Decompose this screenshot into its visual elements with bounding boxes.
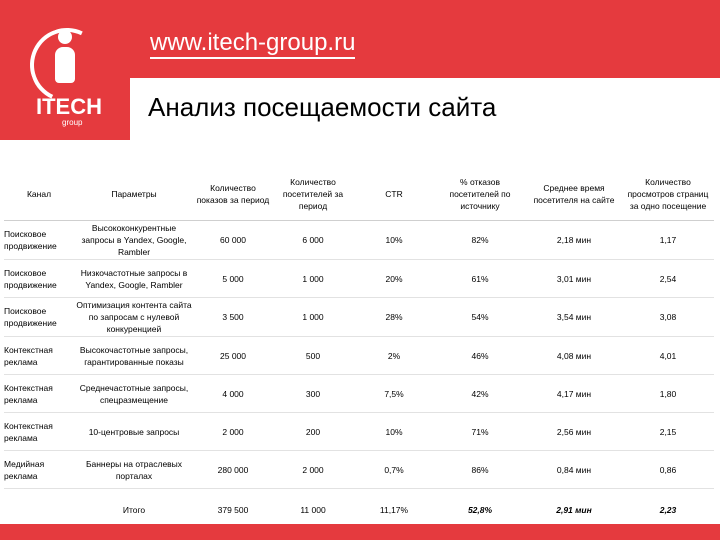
table-row	[4, 337, 714, 375]
table-cell: 300	[272, 375, 354, 413]
table-cell: 200	[272, 413, 354, 451]
table-cell: 1,17	[622, 221, 714, 260]
table-cell: 3,01 мин	[526, 260, 622, 298]
table-cell: Высококонкурентные запросы в Yandex, Google, Rambler	[74, 221, 194, 260]
table-cell: 0,84 мин	[526, 451, 622, 489]
table-cell: 11,17%	[379, 505, 409, 515]
logo	[0, 0, 130, 140]
page-title: Анализ посещаемости сайта	[148, 92, 497, 122]
table-cell: Контекстная реклама	[4, 375, 74, 413]
table-cell: 2,23	[659, 505, 677, 515]
table-cell: Поисковое продвижение	[4, 221, 74, 260]
traffic-table	[4, 168, 714, 531]
table-cell: 10-центровые запросы	[74, 413, 194, 451]
table-cell: 25 000	[194, 337, 272, 375]
table-cell: 82%	[434, 221, 526, 260]
table-cell: 2,91 мин	[556, 505, 592, 515]
table-cell: 61%	[434, 260, 526, 298]
column-header: % отказов посетителей по источнику	[434, 168, 526, 221]
table-cell: 20%	[354, 260, 434, 298]
table-cell: 1 000	[272, 298, 354, 337]
logo-subtext: group	[62, 118, 83, 127]
table-cell: 10%	[354, 413, 434, 451]
table-cell: 28%	[354, 298, 434, 337]
table-cell: 379 500	[217, 505, 249, 515]
table-cell: 2,56 мин	[526, 413, 622, 451]
table-cell: 500	[272, 337, 354, 375]
table-cell: 7,5%	[354, 375, 434, 413]
table-cell: 4,17 мин	[526, 375, 622, 413]
table-cell: 86%	[434, 451, 526, 489]
table-row	[4, 451, 714, 489]
logo-person-icon	[58, 30, 72, 44]
site-url[interactable]: www.itech-group.ru	[150, 30, 355, 59]
table-row	[4, 221, 714, 260]
table-cell: 2,15	[622, 413, 714, 451]
table-cell: 3 500	[194, 298, 272, 337]
footer-bar	[0, 524, 720, 540]
table-cell: Поисковое продвижение	[4, 260, 74, 298]
column-header: Параметры	[74, 168, 194, 221]
column-header: Количество показов за период	[194, 168, 272, 221]
table-cell: 5 000	[194, 260, 272, 298]
table-header-row	[4, 168, 714, 221]
table-cell: 42%	[434, 375, 526, 413]
table-cell: 280 000	[194, 451, 272, 489]
total-label: Итого	[122, 505, 146, 515]
table-cell: 4 000	[194, 375, 272, 413]
table-cell: 4,08 мин	[526, 337, 622, 375]
table-cell: 1 000	[272, 260, 354, 298]
table-row	[4, 260, 714, 298]
table-cell: 2,54	[622, 260, 714, 298]
table-cell: 52,8%	[467, 505, 493, 515]
table-row	[4, 298, 714, 337]
table-cell: Контекстная реклама	[4, 337, 74, 375]
table-cell: Баннеры на отраслевых порталах	[74, 451, 194, 489]
table-row	[4, 413, 714, 451]
column-header: Канал	[4, 168, 74, 221]
table-cell: 3,54 мин	[526, 298, 622, 337]
table-cell: 71%	[434, 413, 526, 451]
table-cell: Контекстная реклама	[4, 413, 74, 451]
table-cell: 4,01	[622, 337, 714, 375]
table-cell: 11 000	[300, 505, 326, 515]
table-cell: 2,18 мин	[526, 221, 622, 260]
table-cell: 6 000	[272, 221, 354, 260]
table-cell: Высокочастотные запросы, гарантированные показы	[74, 337, 194, 375]
column-header: CTR	[354, 168, 434, 221]
column-header: Среднее время посетителя на сайте	[526, 168, 622, 221]
table-cell: 2 000	[194, 413, 272, 451]
table-cell: 10%	[354, 221, 434, 260]
column-header: Количество просмотров страниц за одно посещение	[622, 168, 714, 221]
table-cell: 54%	[434, 298, 526, 337]
logo-text: ITECH	[36, 94, 102, 119]
table-cell: Низкочастотные запросы в Yandex, Google, Rambler	[74, 260, 194, 298]
table-cell: 0,7%	[354, 451, 434, 489]
table-cell: Медийная реклама	[4, 451, 74, 489]
column-header: Количество посетителей за период	[272, 168, 354, 221]
table-cell: 0,86	[622, 451, 714, 489]
table-row	[4, 375, 714, 413]
table-cell: Оптимизация контента сайта по запросам с нулевой конкуренцией	[74, 298, 194, 337]
table-cell: 2%	[354, 337, 434, 375]
table-cell: Среднечастотные запросы, спецразмещение	[74, 375, 194, 413]
table-cell: 1,80	[622, 375, 714, 413]
table-cell: 46%	[434, 337, 526, 375]
table-cell: 60 000	[194, 221, 272, 260]
table-cell: 2 000	[272, 451, 354, 489]
table-cell: Поисковое продвижение	[4, 298, 74, 337]
table-cell: 3,08	[622, 298, 714, 337]
